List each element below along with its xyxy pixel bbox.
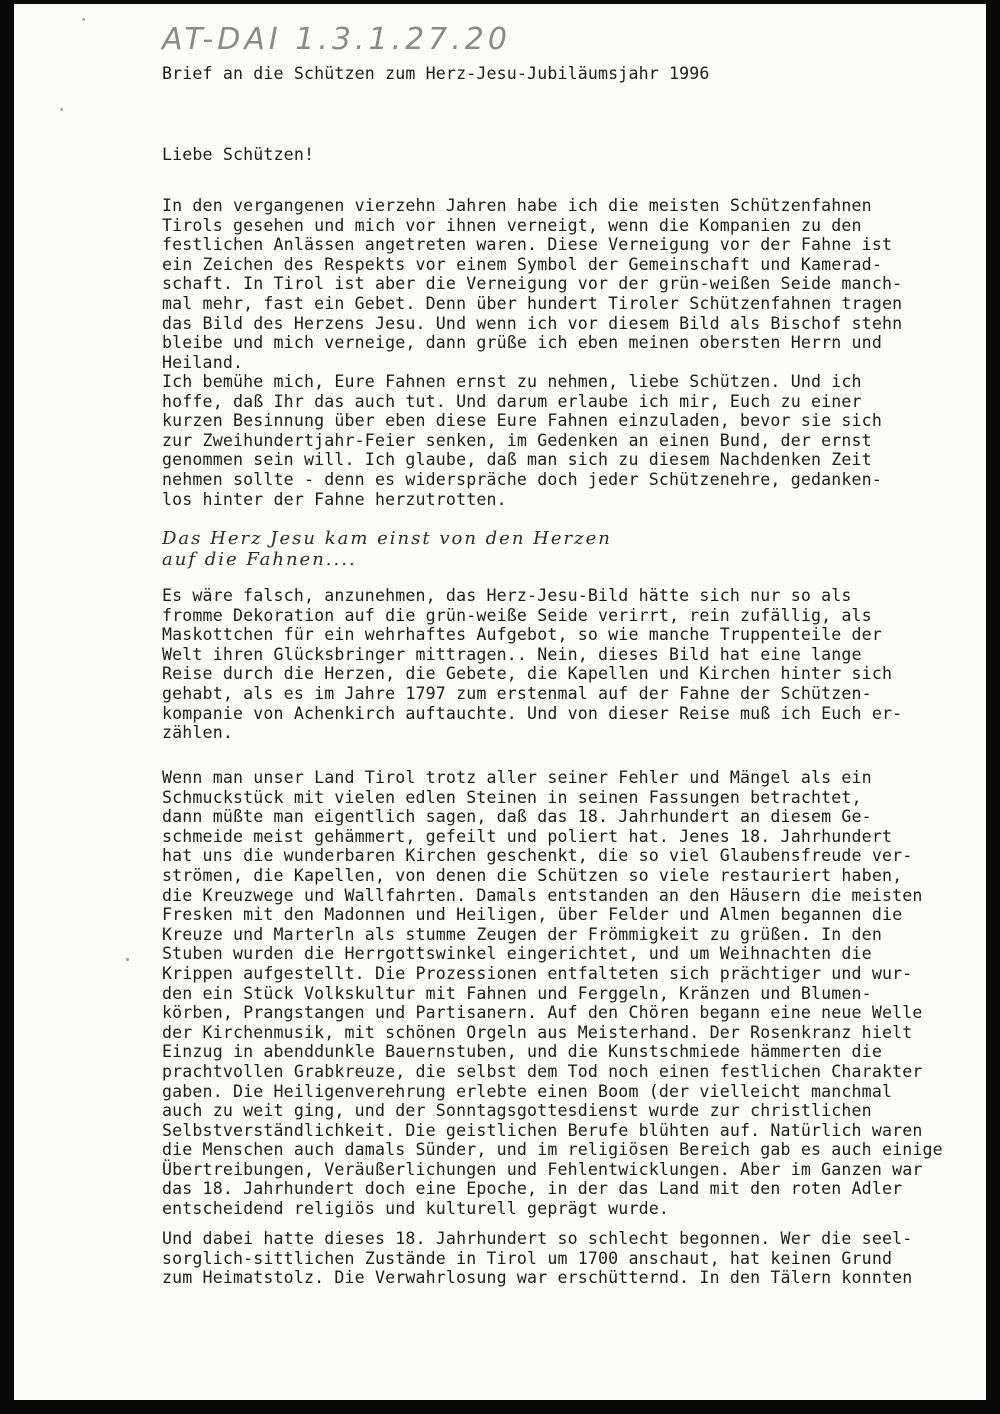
- document-page: [14, 4, 986, 1400]
- paragraph-3: Es wäre falsch, anzunehmen, das Herz-Jesu-Bild hätte sich nur so als fromme Dekoration auf die grün-weiße Seide verirrt, rein zufällig, als Maskottchen für ein wehrhaftes Aufgebot, so wie manche Truppenteile der Welt ihren Glücksbringer mittragen.. Nein, dieses Bild hat eine lange Reise durch die Herzen, die Gebete, die Kapellen und Kirchen hinter sich gehabt, als es im Jahre 1797 zum erstenmal auf der Fahne der Schützen- kompanie von Achenkirch auftauchte. Und von dieser Reise muß ich Euch er- zählen.: [162, 586, 903, 743]
- section-heading: Das Herz Jesu kam einst von den Herzen auf die Fahnen....: [162, 528, 612, 570]
- paragraph-1: In den vergangenen vierzehn Jahren habe ich die meisten Schützenfahnen Tirols gesehen und mich vor ihnen verneigt, wenn die Kompanien zu den festlichen Anlässen angetreten waren. Diese Verneigung vor der Fahne ist ein Zeichen des Respekts vor einem Symbol der Gemeinschaft und Kamerad- schaft. In Tirol ist aber die Verneigung vor der grün-weißen Seide manch- mal mehr, fast ein Gebet. Denn über hundert Tiroler Schützenfahnen tragen das Bild des Herzens Jesu. Und wenn ich vor diesem Bild als Bischof stehn bleibe und mich verneige, dann grüße ich eben meinen obersten Herrn und Heiland.: [162, 196, 903, 372]
- paragraph-4: Wenn man unser Land Tirol trotz aller seiner Fehler und Mängel als ein Schmuckstück mit vielen edlen Steinen in seinen Fassungen betrachtet, dann müßte man eigentlich sagen, daß das 18. Jahrhundert an diesem Ge- schmeide meist gehämmert, gefeilt und poliert hat. Jenes 18. Jahrhundert hat uns die wunderbaren Kirchen geschenkt, die so viel Glaubensfreude ver- strömen, die Kapellen, von denen die Schützen so viele restauriert haben, die Kreuzwege und Wallfahrten. Damals entstanden an den Häusern die meisten Fresken mit den Madonnen und Heiligen, über Felder und Almen begannen die Kreuze und Marterln als stumme Zeugen der Frömmigkeit zu grüßen. In den Stuben wurden die Herrgottswinkel eingerichtet, und um Weihnachten die Krippen aufgestellt. Die Prozessionen entfalteten sich prächtiger und wur- den ein Stück Volkskultur mit Fahnen und Ferggeln, Kränzen und Blumen- körben, Prangstangen und Partisanern. Auf den Chören begann eine neue Welle der Kirchenmusik, mit schönen Orgeln aus Meisterhand. Der Rosenkranz hielt Einzug in abenddunkle Bauernstuben, und die Kunstschmiede hämmerten die prachtvollen Grabkreuze, die selbst dem Tod noch einen festlichen Charakter gaben. Die Heiligenverehrung erlebte einen Boom (der vielleicht manchmal auch zu weit ging, und der Sonntagsgottesdienst wurde zur christlichen Selbstverständlichkeit. Die geistlichen Berufe blühten auf. Natürlich waren die Menschen auch damals Sünder, und im religiösen Bereich gab es auch einige Übertreibungen, Veräußerlichungen und Fehlentwicklungen. Aber im Ganzen war das 18. Jahrhundert doch eine Epoche, in der das Land mit den roten Adler entscheidend religiös und kulturell geprägt wurde.: [162, 768, 943, 1219]
- salutation: Liebe Schützen!: [162, 145, 315, 164]
- paper-speck: [60, 108, 63, 111]
- paragraph-5: Und dabei hatte dieses 18. Jahrhundert so schlecht begonnen. Wer die seel- sorglich-sittlichen Zustände in Tirol um 1700 anschaut, hat keinen Grund zum Heimatstolz. Die Verwahrlosung war erschütternd. In den Tälern konnten: [162, 1229, 913, 1288]
- paragraph-2: Ich bemühe mich, Eure Fahnen ernst zu nehmen, liebe Schützen. Und ich hoffe, daß Ihr das auch tut. Und darum erlaube ich mir, Euch zu einer kurzen Besinnung über eben diese Eure Fahnen einzuladen, bevor sie sich zur Zweihundertjahr-Feier senken, im Gedenken an einen Bund, der ernst genommen sein will. Ich glaube, daß man sich zu diesem Nachdenken Zeit nehmen sollte - denn es widerspräche doch jeder Schützenehre, gedanken- los hinter der Fahne herzutrotten.: [162, 372, 882, 509]
- paper-speck: [82, 18, 85, 21]
- letter-title: Brief an die Schützen zum Herz-Jesu-Jubiläumsjahr 1996: [162, 64, 710, 83]
- paper-speck: [126, 958, 129, 961]
- archive-signature: AT-DAI 1.3.1.27.20: [162, 22, 511, 57]
